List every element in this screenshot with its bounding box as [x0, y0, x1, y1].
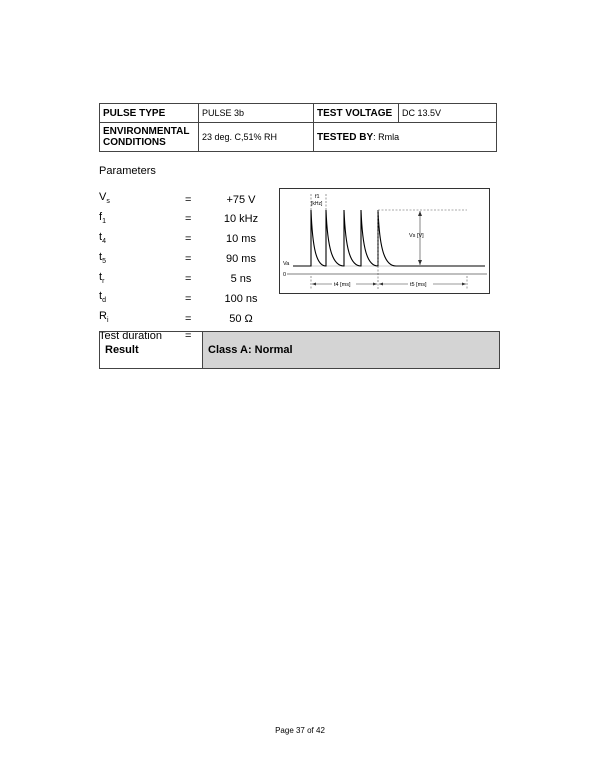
parameter-name: $t_r$ — [99, 270, 105, 285]
parameter-value: 10 ms — [226, 233, 256, 246]
test-voltage-value: DC 13.5V — [399, 104, 497, 123]
result-label: Result — [100, 332, 203, 369]
parameter-row — [99, 270, 271, 290]
parameter-row — [99, 289, 271, 309]
parameters-table — [99, 190, 271, 344]
parameter-equals: = — [185, 213, 192, 226]
test-voltage-label: TEST VOLTAGE — [314, 104, 399, 123]
parameter-name: Test duration — [99, 330, 162, 343]
test-info-table — [99, 103, 497, 152]
parameter-equals: = — [185, 312, 192, 325]
parameter-name: $t_d$ — [99, 290, 106, 305]
parameter-name: $f_1$ — [99, 210, 106, 226]
t5-label: t5 [ms] — [410, 282, 427, 288]
pulse-type-label: PULSE TYPE — [100, 104, 199, 123]
environment-value: 23 deg. C,51% RH — [199, 123, 314, 152]
parameter-name: $t_5$ — [99, 250, 106, 265]
parameter-name: $t_4$ — [99, 230, 106, 245]
tested-by-label: TESTED BY — [317, 131, 374, 143]
tested-by-value: Rmla — [378, 131, 400, 142]
parameter-row — [99, 210, 271, 230]
pulse-type-value: PULSE 3b — [199, 104, 314, 123]
parameter-equals: = — [185, 293, 192, 306]
parameter-value: 10 kHz — [223, 213, 259, 226]
parameter-row — [99, 230, 271, 250]
parameter-row — [99, 250, 271, 270]
zero-label: 0 — [283, 272, 287, 278]
result-row — [100, 332, 500, 369]
parameter-equals: = — [185, 193, 192, 206]
va-label: Va — [283, 261, 290, 267]
parameter-value: 90 ms — [226, 253, 256, 266]
environment-label: ENVIRONMENTAL CONDITIONS — [100, 123, 199, 152]
info-row-environment — [100, 123, 497, 152]
parameter-value: +75 V — [226, 193, 256, 206]
parameter-equals: = — [185, 253, 192, 266]
parameter-value: 5 ns — [230, 273, 252, 286]
f1-unit: [kHz] — [311, 201, 323, 207]
parameter-name: $R_i$ — [99, 310, 109, 325]
parameter-row — [99, 309, 271, 329]
parameter-name: $V_s$ — [99, 191, 110, 206]
parameter-equals: = — [185, 273, 192, 286]
parameter-equals: = — [185, 330, 192, 343]
parameters-title: Parameters — [99, 165, 156, 177]
t4-label: t4 [ms] — [334, 282, 351, 288]
tested-by-cell: TESTED BY: Rmla — [314, 123, 497, 152]
f1-label: f1 — [315, 194, 320, 200]
parameter-equals: = — [185, 233, 192, 246]
info-row-pulse — [100, 104, 497, 123]
result-value: Class A: Normal — [203, 332, 500, 369]
parameter-value: 100 ns — [224, 293, 258, 306]
page-number: Page 37 of 42 — [275, 726, 325, 735]
parameter-row — [99, 190, 271, 210]
vs-label: Vs [V] — [409, 233, 424, 239]
parameter-value: 50 Ω — [229, 312, 253, 325]
result-table — [99, 331, 500, 369]
pulse-waveform-diagram — [279, 188, 490, 294]
